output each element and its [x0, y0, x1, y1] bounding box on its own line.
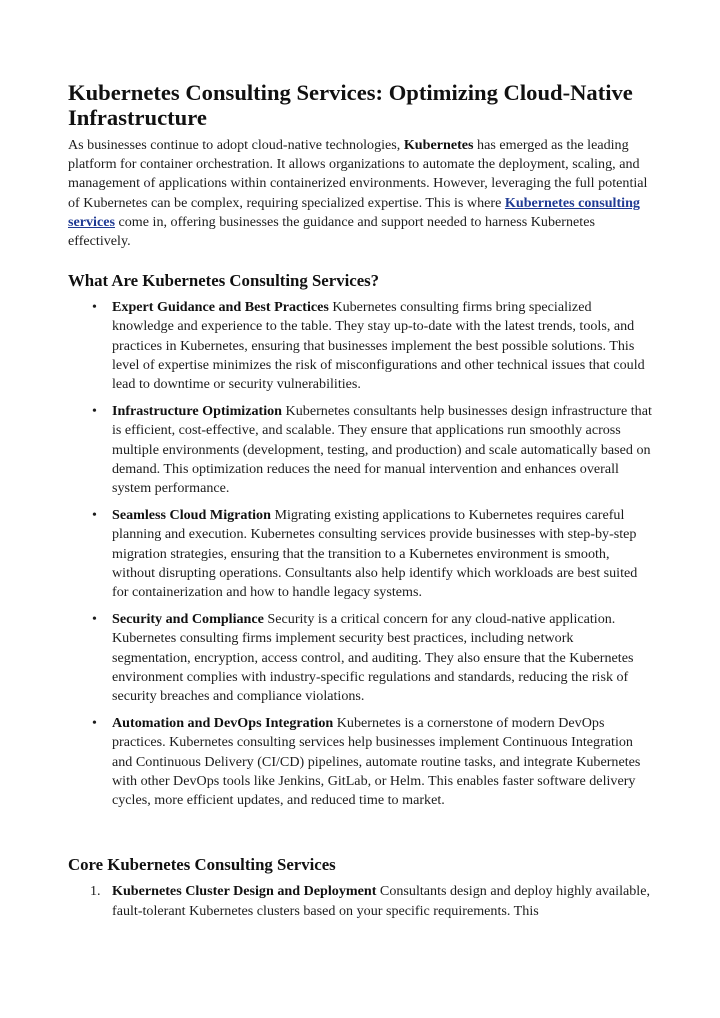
list-item	[68, 882, 652, 920]
section-heading-what-are: What Are Kubernetes Consulting Services?	[68, 271, 380, 291]
intro-text-3: come in, offering businesses the guidance and support needed to harness Kubernetes effectively.	[68, 213, 595, 250]
intro-text-1: As businesses continue to adopt cloud-native technologies,	[68, 137, 404, 153]
list-item-text: Migrating existing applications to Kubernetes requires careful planning and execution. Kubernetes consulting services provide businesses with step-by-step migration strategies, ensuring that the transition to a Kubernetes environment is smooth, without disrupting operations. Consultants also help identify which workloads are best suited for containerization and how to handle legacy systems.	[112, 507, 638, 601]
bullet-icon: •	[92, 508, 97, 524]
list-item-text: Kubernetes is a cornerstone of modern DevOps practices. Kubernetes consulting services help businesses implement Continuous Integration and Continuous Delivery (CI/CD) pipelines, automate routine tasks, and integrate Kubernetes with other DevOps tools like Jenkins, GitLab, or Helm. This enables faster software delivery cycles, more efficient updates, and reduced time to market.	[112, 715, 641, 809]
list-item-title: Kubernetes Cluster Design and Deployment	[112, 883, 377, 900]
bullet-icon: •	[92, 612, 97, 628]
services-bullet-list	[68, 298, 652, 810]
bullet-icon: •	[92, 716, 97, 732]
list-item-title: Infrastructure Optimization	[112, 403, 283, 420]
intro-text-2: has emerged as the leading platform for container orchestration. It allows organizations to automate the deployment, scaling, and management of applications within containerized environments. However, leveraging the full potential of Kubernetes can be complex, requiring specialized expertise. This is where	[68, 137, 648, 211]
list-item-text: Consultants design and deploy highly available, fault-tolerant Kubernetes clusters based on your specific requirements. This	[112, 883, 651, 919]
bullet-icon: •	[92, 404, 97, 420]
list-item-text: Security is a critical concern for any cloud-native application. Kubernetes consulting firms implement security best practices, including network segmentation, encryption, access control, and auditing. They also ensure that the Kubernetes environment complies with industry-specific regulations and standards, reducing the risk of security breaches and compliance violations.	[112, 611, 634, 705]
list-item-title: Automation and DevOps Integration	[112, 715, 334, 732]
intro-paragraph	[68, 136, 652, 251]
core-services-numbered-list	[68, 882, 652, 920]
list-item-text: Kubernetes consulting firms bring specialized knowledge and experience to the table. They stay up-to-date with the latest trends, tools, and practices in Kubernetes, ensuring that businesses implement the best possible solutions. This level of expertise minimizes the risk of misconfigurations and other technical issues that could lead to downtime or security vulnerabilities.	[112, 299, 645, 393]
section-heading-core-services: Core Kubernetes Consulting Services	[68, 855, 336, 875]
page-title: Kubernetes Consulting Services: Optimizing Cloud-Native Infrastructure	[68, 80, 633, 130]
list-item-text: Kubernetes consultants help businesses design infrastructure that is efficient, cost-effective, and scalable. They ensure that applications run smoothly across multiple environments (development, testing, and production) and scale automatically based on demand. This optimization reduces the need for manual intervention and enhances overall system performance.	[112, 403, 652, 497]
list-item-title: Expert Guidance and Best Practices	[112, 299, 329, 316]
list-item	[68, 714, 652, 810]
intro-bold-kubernetes: Kubernetes	[403, 137, 474, 153]
list-number: 1.	[90, 883, 101, 900]
list-item	[68, 402, 652, 498]
list-item	[68, 610, 652, 706]
list-item	[68, 506, 652, 602]
kubernetes-consulting-link[interactable]: Kubernetes consulting services	[68, 194, 640, 230]
list-item-title: Seamless Cloud Migration	[112, 507, 271, 524]
list-item-title: Security and Compliance	[112, 611, 264, 628]
list-item	[68, 298, 652, 394]
bullet-icon: •	[92, 300, 97, 316]
